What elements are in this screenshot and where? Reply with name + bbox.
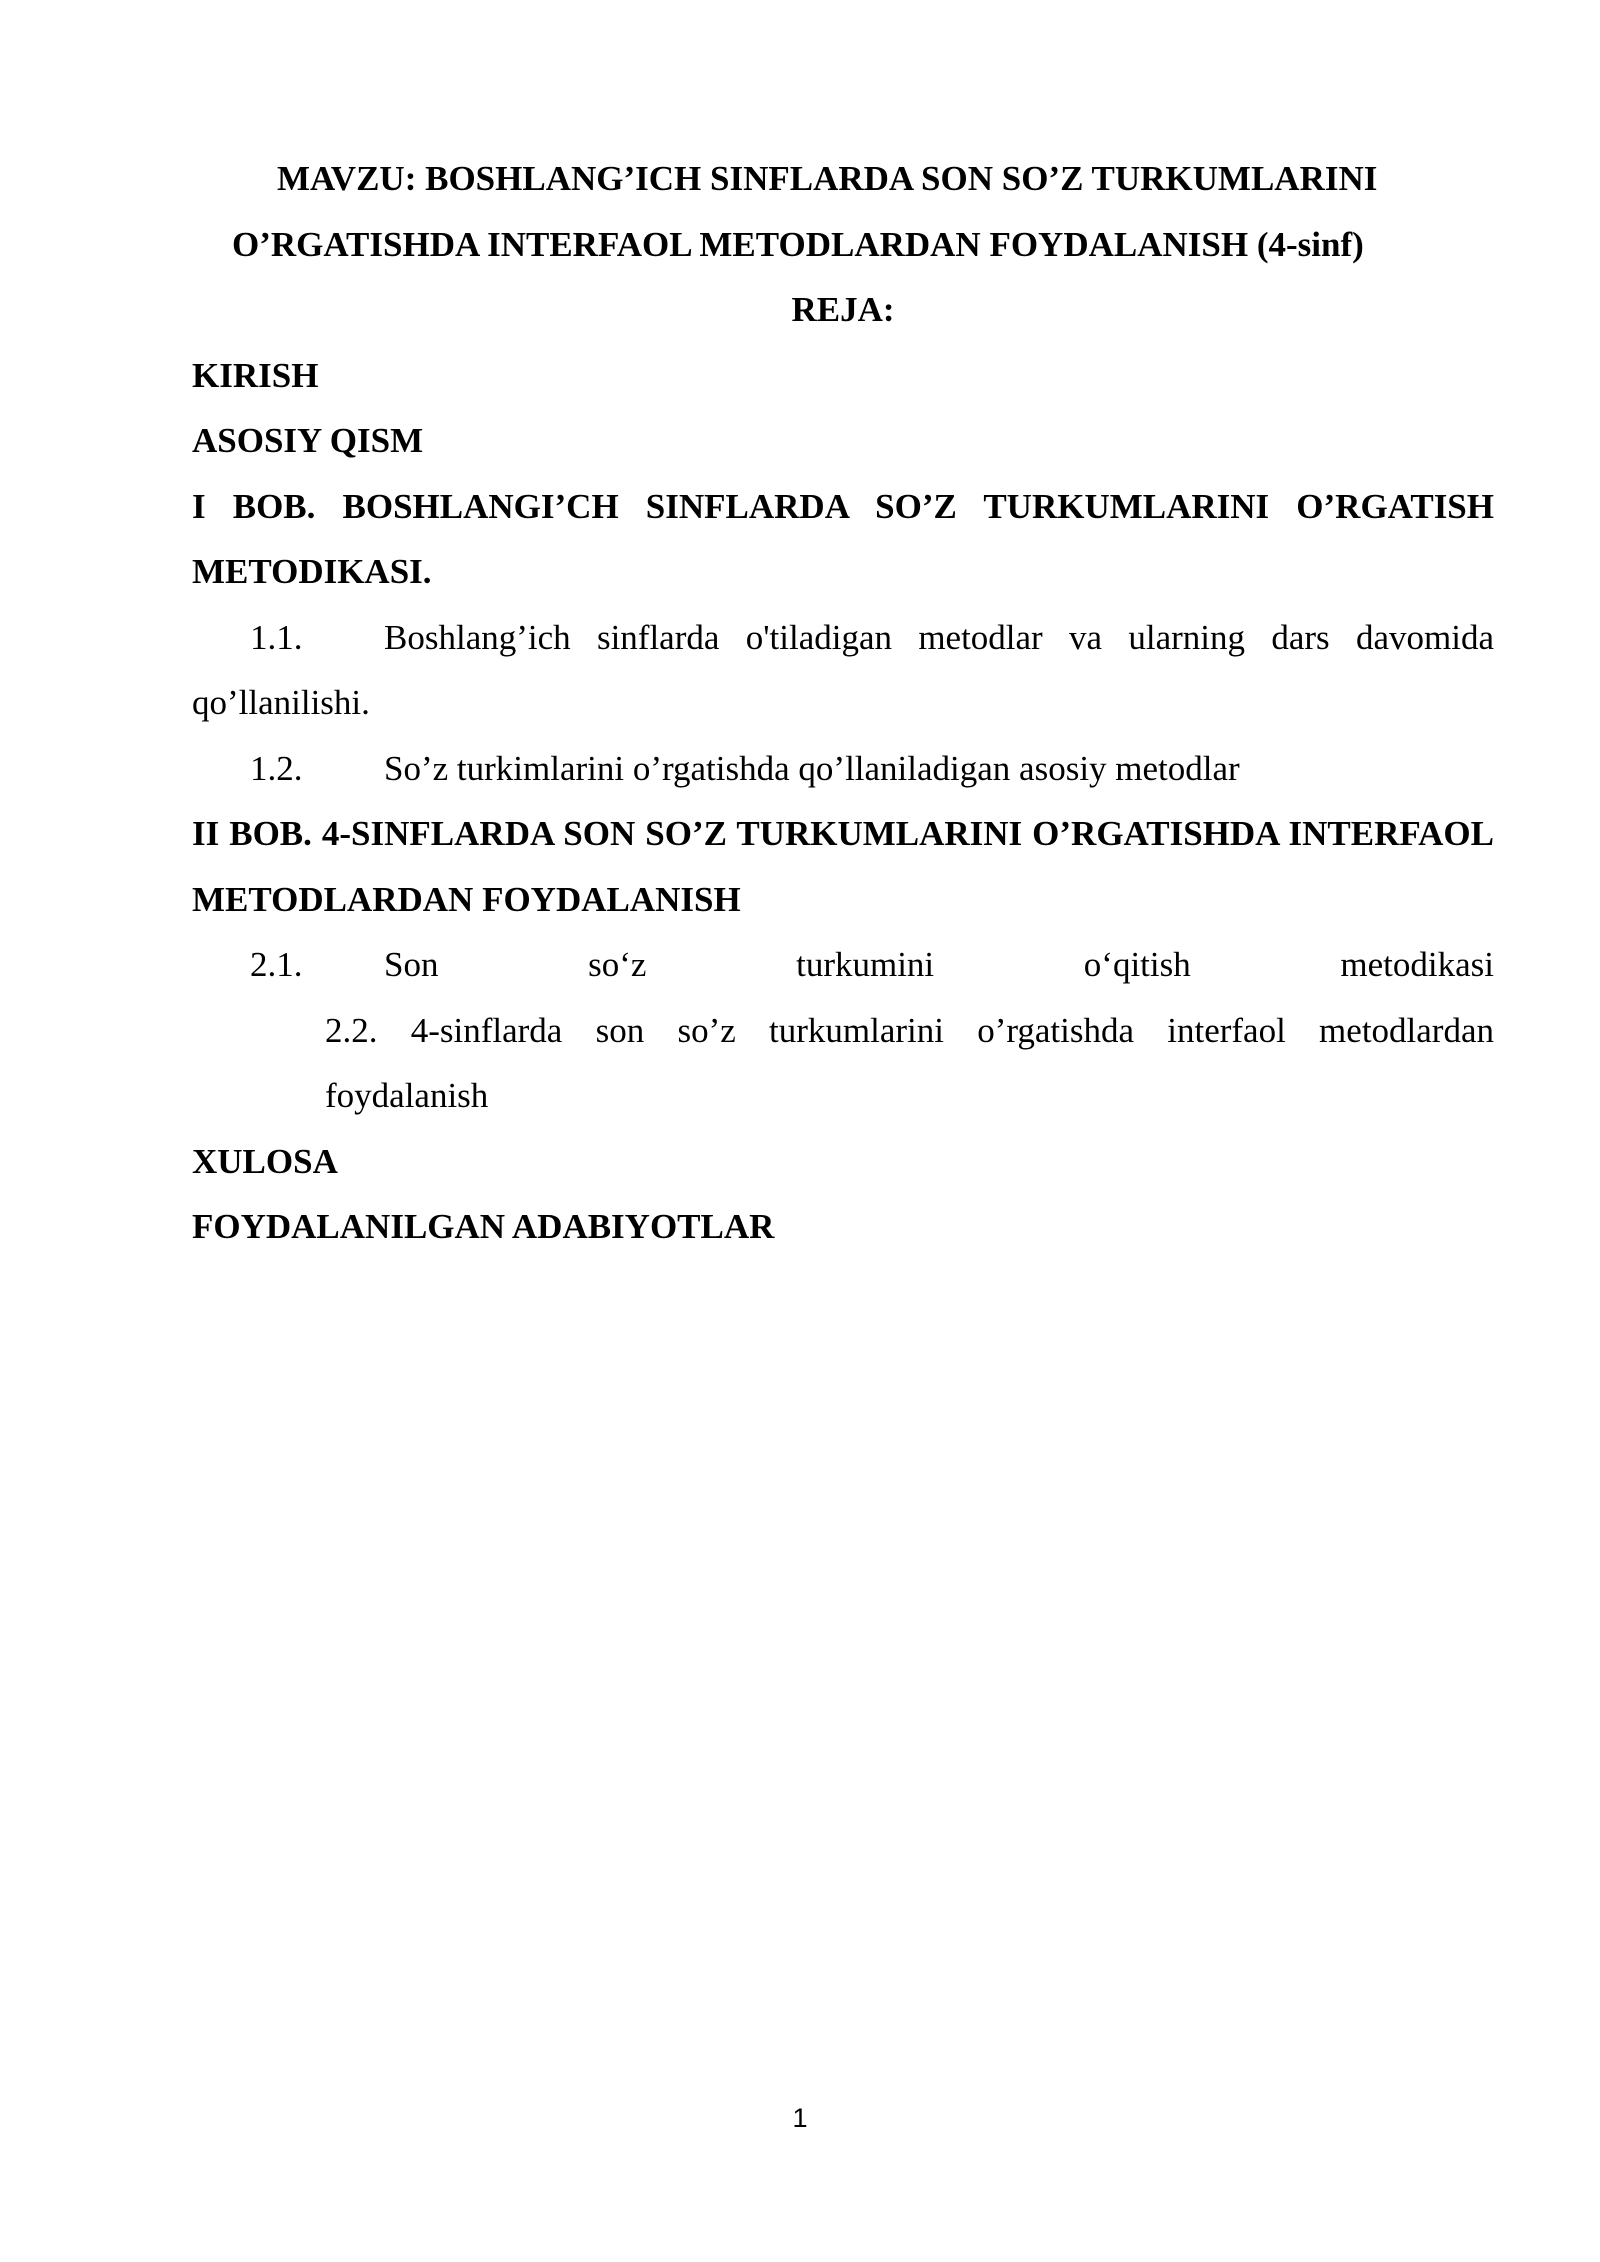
chapter-1-heading: I BOB. BOSHLANGI’CH SINFLARDA SO’Z TURKUMLARINI O’RGATISH METODIKASI. <box>192 486 1494 591</box>
section-1-2-text: So’z turkimlarini o’rgatishda qo’llaniladigan asosiy metodlar <box>384 748 1240 788</box>
section-1-1-text: Boshlang’ich sinflarda o'tiladigan metodlar va ularning dars davomida qo’llanilishi. <box>192 617 1494 722</box>
section-2-2-text: 2.2. 4-sinflarda son so’z turkumlarini o’rgatishda interfaol metodlardan foydalanish <box>325 1010 1494 1115</box>
conclusion-heading: XULOSA <box>192 1141 338 1181</box>
section-1-1-number: 1.1. <box>250 617 303 657</box>
document-body <box>192 146 1494 1260</box>
section-1-1 <box>192 605 1494 736</box>
section-2-1 <box>192 932 1494 998</box>
section-2-2 <box>192 998 1494 1129</box>
references-heading: FOYDALANILGAN ADABIYOTLAR <box>192 1207 775 1246</box>
section-2-1-text: Son so‘z turkumini o‘qitish metodikasi <box>384 945 1494 984</box>
topic-title-line-2: O’RGATISHDA INTERFAOL METODLARDAN FOYDALANISH (4-sinf) <box>232 224 1364 264</box>
chapter-2-heading: II BOB. 4-SINFLARDA SON SO’Z TURKUMLARINI O’RGATISHDA INTERFAOL METODLARDAN FOYDALANISH <box>192 814 1494 919</box>
page-number: 1 <box>792 2103 808 2133</box>
topic-title-line-1: MAVZU: BOSHLANG’ICH SINFLARDA SON SO’Z TURKUMLARINI <box>277 159 1378 198</box>
section-1-2 <box>192 736 1494 802</box>
intro-heading: KIRISH <box>192 355 319 395</box>
section-2-1-number: 2.1. <box>250 945 303 984</box>
section-1-2-number: 1.2. <box>250 748 303 788</box>
main-part-heading: ASOSIY QISM <box>192 421 424 460</box>
plan-heading: REJA: <box>791 290 895 329</box>
